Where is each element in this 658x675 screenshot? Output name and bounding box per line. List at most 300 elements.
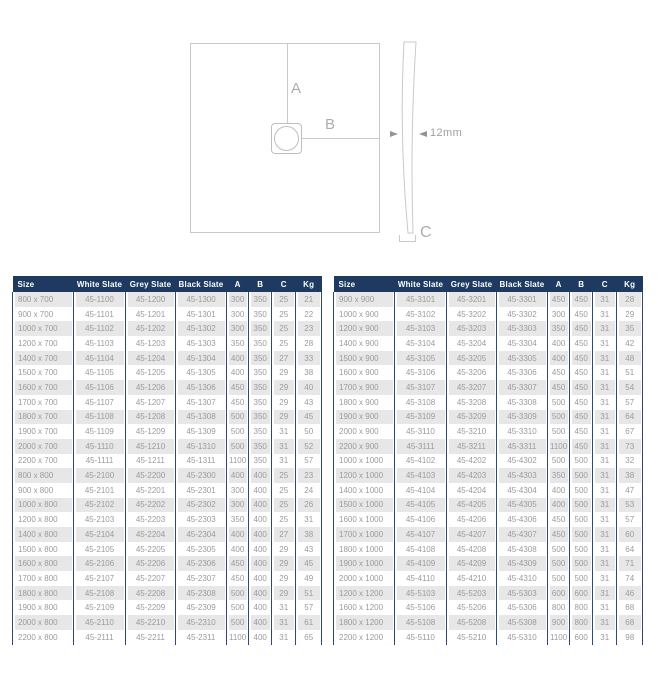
cell-b: 400 [249,512,272,527]
cell-white-slate-code: 45-2100 [74,468,126,483]
cell-size: 1600 x 900 [334,365,395,380]
cell-white-slate-code: 45-1104 [74,351,126,366]
table-row [13,292,322,307]
table-row [334,512,643,527]
cell-black-slate-code: 45-3304 [497,336,548,351]
cell-b: 450 [570,410,593,425]
cell-size: 2200 x 900 [334,439,395,454]
cell-grey-slate-code: 45-1200 [126,292,176,307]
cell-b: 400 [249,571,272,586]
table-row [13,542,322,557]
cell-b: 350 [249,336,272,351]
cell-size: 1500 x 1000 [334,498,395,513]
table-row [334,630,643,645]
cell-white-slate-code: 45-2101 [74,483,126,498]
cell-grey-slate-code: 45-1204 [126,351,176,366]
table-row [13,512,322,527]
cell-white-slate-code: 45-4105 [395,498,447,513]
cell-c: 25 [272,498,296,513]
cell-b: 500 [570,527,593,542]
cell-b: 450 [570,336,593,351]
cell-c: 31 [272,615,296,630]
cell-c: 31 [593,586,617,601]
cell-kg: 60 [617,527,643,542]
cell-b: 800 [570,615,593,630]
cell-a: 500 [548,454,570,469]
cell-grey-slate-code: 45-5208 [447,615,497,630]
cell-a: 450 [548,380,570,395]
table-row [13,600,322,615]
table-row [334,292,643,307]
cell-c: 31 [593,321,617,336]
cell-black-slate-code: 45-4302 [497,454,548,469]
cell-black-slate-code: 45-5303 [497,586,548,601]
cell-black-slate-code: 45-1302 [176,321,227,336]
cell-black-slate-code: 45-2301 [176,483,227,498]
cell-b: 500 [570,498,593,513]
cell-b: 500 [570,542,593,557]
cell-size: 1000 x 700 [13,321,74,336]
cell-white-slate-code: 45-4107 [395,527,447,542]
cell-kg: 71 [617,556,643,571]
cell-black-slate-code: 45-3309 [497,410,548,425]
table-header-row [334,276,643,292]
table-row [13,556,322,571]
cell-a: 300 [227,321,249,336]
table-row [334,556,643,571]
table-row [13,483,322,498]
cell-grey-slate-code: 45-4203 [447,468,497,483]
cell-c: 27 [272,351,296,366]
cell-white-slate-code: 45-2108 [74,586,126,601]
cell-c: 31 [593,571,617,586]
cell-kg: 52 [296,439,322,454]
cell-white-slate-code: 45-2107 [74,571,126,586]
cell-black-slate-code: 45-2308 [176,586,227,601]
cell-a: 350 [227,512,249,527]
cell-size: 2000 x 900 [334,424,395,439]
cell-c: 25 [272,321,296,336]
cell-b: 400 [249,498,272,513]
cell-grey-slate-code: 45-2210 [126,615,176,630]
cell-size: 900 x 900 [334,292,395,307]
cell-grey-slate-code: 45-3208 [447,395,497,410]
cell-a: 500 [548,395,570,410]
cell-kg: 46 [617,586,643,601]
cell-c: 31 [593,424,617,439]
cell-c: 29 [272,395,296,410]
cell-c: 31 [593,512,617,527]
cell-grey-slate-code: 45-2208 [126,586,176,601]
table-row [334,336,643,351]
cell-b: 400 [249,468,272,483]
cell-white-slate-code: 45-3105 [395,351,447,366]
cell-black-slate-code: 45-4304 [497,483,548,498]
cell-a: 300 [227,307,249,322]
cell-kg: 42 [617,336,643,351]
cell-kg: 35 [617,321,643,336]
cell-white-slate-code: 45-3102 [395,307,447,322]
cell-c: 31 [593,365,617,380]
cell-a: 300 [227,498,249,513]
cell-black-slate-code: 45-3307 [497,380,548,395]
cell-b: 350 [249,365,272,380]
cell-kg: 65 [296,630,322,645]
cell-b: 450 [570,365,593,380]
cell-black-slate-code: 45-4305 [497,498,548,513]
table-row [334,395,643,410]
cell-kg: 45 [296,556,322,571]
cell-kg: 48 [617,351,643,366]
cell-c: 25 [272,468,296,483]
cell-b: 350 [249,380,272,395]
cell-size: 900 x 700 [13,307,74,322]
cell-c: 31 [272,424,296,439]
cell-a: 350 [227,336,249,351]
cell-b: 350 [249,454,272,469]
table-row [334,571,643,586]
cell-white-slate-code: 45-1106 [74,380,126,395]
cell-c: 31 [593,483,617,498]
cell-grey-slate-code: 45-4210 [447,571,497,586]
cell-black-slate-code: 45-2304 [176,527,227,542]
cell-kg: 57 [296,454,322,469]
cell-size: 2000 x 800 [13,615,74,630]
cell-kg: 50 [296,424,322,439]
cell-kg: 21 [296,292,322,307]
cell-grey-slate-code: 45-4205 [447,498,497,513]
cell-black-slate-code: 45-3305 [497,351,548,366]
cell-grey-slate-code: 45-1209 [126,424,176,439]
cell-kg: 57 [617,512,643,527]
cell-b: 400 [249,483,272,498]
cell-a: 500 [548,542,570,557]
table-row [334,424,643,439]
table-row [13,527,322,542]
cell-white-slate-code: 45-1108 [74,410,126,425]
cell-a: 300 [227,483,249,498]
cell-white-slate-code: 45-4110 [395,571,447,586]
cell-c: 31 [593,395,617,410]
cell-white-slate-code: 45-3109 [395,410,447,425]
cell-grey-slate-code: 45-1202 [126,321,176,336]
cell-white-slate-code: 45-2102 [74,498,126,513]
cell-c: 29 [272,542,296,557]
cell-c: 29 [272,556,296,571]
cell-size: 1800 x 1200 [334,615,395,630]
table-row [334,321,643,336]
cell-grey-slate-code: 45-2202 [126,498,176,513]
cell-size: 1700 x 900 [334,380,395,395]
cell-size: 1600 x 1000 [334,512,395,527]
cell-kg: 51 [617,365,643,380]
column-header-a: A [548,276,570,292]
cell-size: 1600 x 1200 [334,600,395,615]
cell-grey-slate-code: 45-3207 [447,380,497,395]
cell-black-slate-code: 45-4310 [497,571,548,586]
column-header-white-slate: White Slate [74,276,126,292]
cell-grey-slate-code: 45-4206 [447,512,497,527]
cell-kg: 29 [617,307,643,322]
cell-size: 1900 x 900 [334,410,395,425]
table-row [334,600,643,615]
cell-b: 350 [249,351,272,366]
cell-black-slate-code: 45-4303 [497,468,548,483]
column-header-size: Size [13,276,74,292]
table-row [334,468,643,483]
cell-white-slate-code: 45-5110 [395,630,447,645]
cell-grey-slate-code: 45-1205 [126,365,176,380]
cell-c: 31 [593,498,617,513]
dimension-label-b: B [325,116,336,133]
cell-white-slate-code: 45-2104 [74,527,126,542]
cell-black-slate-code: 45-2305 [176,542,227,557]
cell-black-slate-code: 45-1308 [176,410,227,425]
cell-kg: 32 [617,454,643,469]
cell-b: 450 [570,380,593,395]
cell-black-slate-code: 45-2310 [176,615,227,630]
cell-a: 400 [227,542,249,557]
table-row [334,439,643,454]
cell-kg: 38 [617,468,643,483]
cell-b: 350 [249,424,272,439]
cell-white-slate-code: 45-5106 [395,600,447,615]
cell-a: 500 [548,571,570,586]
cell-white-slate-code: 45-4103 [395,468,447,483]
cell-b: 350 [249,395,272,410]
cell-size: 1200 x 900 [334,321,395,336]
cell-kg: 28 [296,336,322,351]
cell-kg: 43 [296,542,322,557]
cell-grey-slate-code: 45-1201 [126,307,176,322]
cell-white-slate-code: 45-1105 [74,365,126,380]
cell-a: 900 [548,615,570,630]
cell-a: 400 [548,498,570,513]
cell-size: 1900 x 700 [13,424,74,439]
column-header-black-slate: Black Slate [497,276,548,292]
cell-a: 450 [548,292,570,307]
cell-kg: 64 [617,542,643,557]
cell-white-slate-code: 45-2109 [74,600,126,615]
cell-a: 400 [548,483,570,498]
cell-size: 1500 x 900 [334,351,395,366]
cell-black-slate-code: 45-1300 [176,292,227,307]
cell-c: 27 [272,527,296,542]
cell-size: 800 x 800 [13,468,74,483]
cell-white-slate-code: 45-1102 [74,321,126,336]
cell-white-slate-code: 45-4102 [395,454,447,469]
cell-a: 450 [548,527,570,542]
cell-black-slate-code: 45-1306 [176,380,227,395]
cell-a: 500 [227,439,249,454]
cell-black-slate-code: 45-1311 [176,454,227,469]
cell-kg: 67 [617,424,643,439]
cell-a: 500 [227,410,249,425]
cell-white-slate-code: 45-3101 [395,292,447,307]
cell-a: 450 [227,380,249,395]
cell-b: 450 [570,351,593,366]
cell-kg: 28 [617,292,643,307]
cell-white-slate-code: 45-3108 [395,395,447,410]
cell-kg: 57 [296,600,322,615]
spec-table-left-table [12,276,322,645]
cell-white-slate-code: 45-1107 [74,395,126,410]
cell-size: 1900 x 1000 [334,556,395,571]
spec-table-left [12,276,322,645]
cell-a: 400 [548,351,570,366]
table-row [334,498,643,513]
cell-b: 450 [570,424,593,439]
cell-grey-slate-code: 45-5203 [447,586,497,601]
column-header-kg: Kg [617,276,643,292]
cell-white-slate-code: 45-1101 [74,307,126,322]
cell-grey-slate-code: 45-2200 [126,468,176,483]
cell-black-slate-code: 45-1309 [176,424,227,439]
table-row [334,365,643,380]
cell-b: 400 [249,542,272,557]
cell-white-slate-code: 45-4106 [395,512,447,527]
cell-white-slate-code: 45-3104 [395,336,447,351]
cell-black-slate-code: 45-1305 [176,365,227,380]
cell-b: 400 [249,527,272,542]
cell-b: 350 [249,410,272,425]
cell-white-slate-code: 45-3103 [395,321,447,336]
table-row [13,380,322,395]
cell-white-slate-code: 45-3107 [395,380,447,395]
table-row [13,454,322,469]
column-header-black-slate: Black Slate [176,276,227,292]
cell-c: 31 [593,527,617,542]
cell-size: 1200 x 800 [13,512,74,527]
cell-c: 31 [593,600,617,615]
cell-b: 450 [570,292,593,307]
cell-size: 2200 x 800 [13,630,74,645]
cell-grey-slate-code: 45-4208 [447,542,497,557]
cell-a: 500 [227,424,249,439]
cell-white-slate-code: 45-4108 [395,542,447,557]
spec-table-right-table [333,276,643,645]
cell-b: 400 [249,600,272,615]
cell-white-slate-code: 45-3111 [395,439,447,454]
cell-black-slate-code: 45-5306 [497,600,548,615]
cell-white-slate-code: 45-5108 [395,615,447,630]
cell-kg: 54 [617,380,643,395]
cell-size: 1200 x 700 [13,336,74,351]
cell-size: 1000 x 800 [13,498,74,513]
cell-kg: 61 [296,615,322,630]
cell-c: 31 [593,454,617,469]
cell-c: 29 [272,410,296,425]
cell-b: 450 [570,439,593,454]
cell-b: 500 [570,571,593,586]
cell-kg: 49 [296,571,322,586]
cell-black-slate-code: 45-2306 [176,556,227,571]
cell-grey-slate-code: 45-2201 [126,483,176,498]
cell-a: 500 [548,424,570,439]
table-row [334,410,643,425]
cell-b: 450 [570,321,593,336]
dimension-label-a: A [291,80,302,97]
cell-kg: 53 [617,498,643,513]
cell-b: 400 [249,615,272,630]
cell-c: 25 [272,512,296,527]
cell-white-slate-code: 45-4104 [395,483,447,498]
cell-c: 31 [593,292,617,307]
cell-kg: 73 [617,439,643,454]
cell-b: 500 [570,556,593,571]
cell-white-slate-code: 45-2103 [74,512,126,527]
cell-grey-slate-code: 45-5206 [447,600,497,615]
cell-size: 1000 x 900 [334,307,395,322]
cell-grey-slate-code: 45-4204 [447,483,497,498]
table-row [334,307,643,322]
table-row [13,410,322,425]
cell-c: 31 [272,600,296,615]
cell-black-slate-code: 45-1307 [176,395,227,410]
cell-b: 450 [570,307,593,322]
cell-b: 400 [249,630,272,645]
cell-size: 2200 x 700 [13,454,74,469]
column-header-kg: Kg [296,276,322,292]
cell-white-slate-code: 45-5103 [395,586,447,601]
cell-c: 25 [272,292,296,307]
table-row [13,424,322,439]
cell-size: 1600 x 800 [13,556,74,571]
table-row [334,615,643,630]
cell-kg: 22 [296,307,322,322]
cell-a: 1100 [548,630,570,645]
cell-size: 800 x 700 [13,292,74,307]
thickness-arrow-left-icon [419,131,427,137]
cell-grey-slate-code: 45-2211 [126,630,176,645]
cell-a: 450 [548,512,570,527]
cell-grey-slate-code: 45-3201 [447,292,497,307]
cell-a: 1100 [227,454,249,469]
cell-grey-slate-code: 45-5210 [447,630,497,645]
cell-size: 2200 x 1200 [334,630,395,645]
cell-kg: 23 [296,468,322,483]
thickness-arrow-right-icon [390,131,398,137]
cell-grey-slate-code: 45-1203 [126,336,176,351]
cell-c: 31 [272,454,296,469]
table-row [334,527,643,542]
cell-black-slate-code: 45-3302 [497,307,548,322]
cell-a: 300 [548,307,570,322]
cell-grey-slate-code: 45-1211 [126,454,176,469]
cell-size: 1400 x 1000 [334,483,395,498]
cell-grey-slate-code: 45-3202 [447,307,497,322]
cell-b: 500 [570,468,593,483]
column-header-b: B [249,276,272,292]
cell-c: 31 [593,630,617,645]
cell-kg: 38 [296,527,322,542]
table-row [13,336,322,351]
cell-c: 31 [593,336,617,351]
cell-kg: 24 [296,483,322,498]
cell-a: 400 [227,351,249,366]
cell-c: 25 [272,307,296,322]
cell-grey-slate-code: 45-3203 [447,321,497,336]
cell-kg: 47 [617,483,643,498]
cell-black-slate-code: 45-2311 [176,630,227,645]
cell-c: 31 [593,439,617,454]
spec-table-right [333,276,643,645]
cell-c: 31 [593,542,617,557]
cell-b: 500 [570,483,593,498]
cell-a: 500 [227,600,249,615]
cell-kg: 43 [296,395,322,410]
cell-a: 1100 [548,439,570,454]
